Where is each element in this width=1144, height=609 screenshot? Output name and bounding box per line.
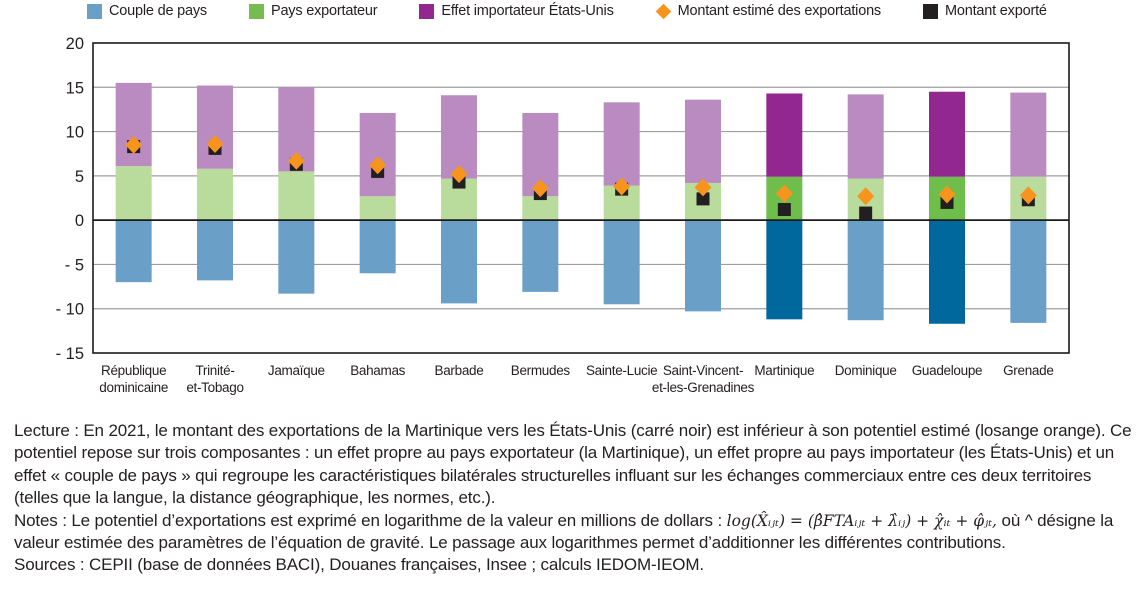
x-category-label-7: Saint-Vincent-: [662, 363, 744, 378]
x-category-label-2: Jamaïque: [267, 363, 325, 378]
bar-exporter-0: [116, 166, 152, 220]
x-category-label-0: République: [101, 363, 167, 378]
math-formula: log(X̂ᵢⱼₜ) = (β̂FTAᵢⱼₜ + λ̂ᵢⱼ) + χ̂ᵢₜ + φ̂ⱼₜ,: [726, 511, 997, 530]
x-category-label-0: dominicaine: [99, 380, 169, 395]
y-tick-label: 5: [74, 167, 84, 186]
x-category-label-3: Bahamas: [350, 363, 406, 378]
legend-label: Effet importateur États-Unis: [441, 3, 614, 19]
legend-label: Montant exporté: [944, 3, 1047, 19]
bar-importer-8: [766, 93, 802, 176]
marker-exported-9: [859, 207, 872, 220]
bar-couple-9: [848, 220, 884, 320]
x-category-label-8: Martinique: [754, 363, 815, 378]
bar-couple-2: [278, 220, 314, 294]
plot-border: [93, 43, 1069, 353]
bar-couple-8: [766, 220, 802, 319]
y-tick-label: 20: [65, 35, 84, 53]
marker-exported-8: [778, 203, 791, 216]
bar-couple-11: [1010, 220, 1046, 323]
bar-importer-6: [604, 102, 640, 185]
bar-importer-1: [197, 86, 233, 169]
bar-couple-10: [929, 220, 965, 324]
bar-couple-3: [360, 220, 396, 273]
legend-label: Montant estimé des exportations: [677, 3, 881, 19]
bar-importer-10: [929, 92, 965, 177]
sources-paragraph: Sources : CEPII (base de données BACI), Douanes françaises, Insee ; calculs IEDOM-IEOM.: [14, 555, 704, 575]
y-tick-label: - 15: [55, 345, 84, 363]
x-category-label-5: Bermudes: [510, 363, 570, 378]
methodology-paragraph: [14, 510, 1136, 555]
x-category-label-10: Guadeloupe: [911, 363, 983, 378]
y-tick-label: - 5: [64, 256, 84, 275]
bar-importer-3: [360, 113, 396, 196]
bar-exporter-1: [197, 169, 233, 220]
x-category-label-9: Dominique: [834, 363, 897, 378]
x-category-label-7: et-les-Grenadines: [651, 380, 755, 395]
y-tick-label: - 10: [55, 300, 84, 319]
x-category-label-6: Sainte-Lucie: [585, 363, 658, 378]
y-tick-label: 15: [65, 79, 84, 98]
bar-couple-4: [441, 220, 477, 303]
figure-notes: [14, 420, 1136, 577]
notes-text-before: Notes : Le potentiel d’exportations est exprimé en logarithme de la valeur en millions de dollars :: [14, 510, 727, 530]
notes-text-after: où ^ désigne la valeur estimée des paramètres de l’équation de gravité. Le passage aux logarithmes permet d’additionner les différentes contributions.: [14, 510, 1114, 553]
y-tick-label: 0: [74, 212, 84, 231]
bar-exporter-3: [360, 196, 396, 220]
bar-couple-5: [522, 220, 558, 292]
bar-couple-6: [604, 220, 640, 304]
x-category-label-1: et-Tobago: [186, 380, 244, 395]
bar-importer-9: [848, 94, 884, 178]
x-category-label-11: Grenade: [1003, 363, 1054, 378]
bar-importer-7: [685, 100, 721, 183]
y-tick-label: 10: [65, 123, 84, 142]
x-category-label-4: Barbade: [434, 363, 484, 378]
x-category-label-1: Trinité-: [195, 363, 235, 378]
lecture-paragraph: Lecture : En 2021, le montant des exportations de la Martinique vers les États-Unis (carré noir) est inférieur à son potentiel estimé (losange orange). Ce potentiel repose sur trois composantes : un effet propre au pays exportateur (la Martinique), un effet propre au pays importateur (les États-Unis) et un effet « couple de pays » qui regroupe les caractéristiques bilatérales structurelles influant sur les échanges commerciaux entre ces deux territoires (telles que la langue, la distance géographique, les normes, etc.).: [14, 421, 1132, 508]
legend-label: Pays exportateur: [270, 3, 378, 19]
legend-label: Couple de pays: [109, 3, 207, 19]
bar-importer-11: [1010, 93, 1046, 177]
bar-couple-0: [116, 220, 152, 282]
bar-couple-7: [685, 220, 721, 311]
bar-couple-1: [197, 220, 233, 280]
bar-exporter-2: [278, 171, 314, 220]
